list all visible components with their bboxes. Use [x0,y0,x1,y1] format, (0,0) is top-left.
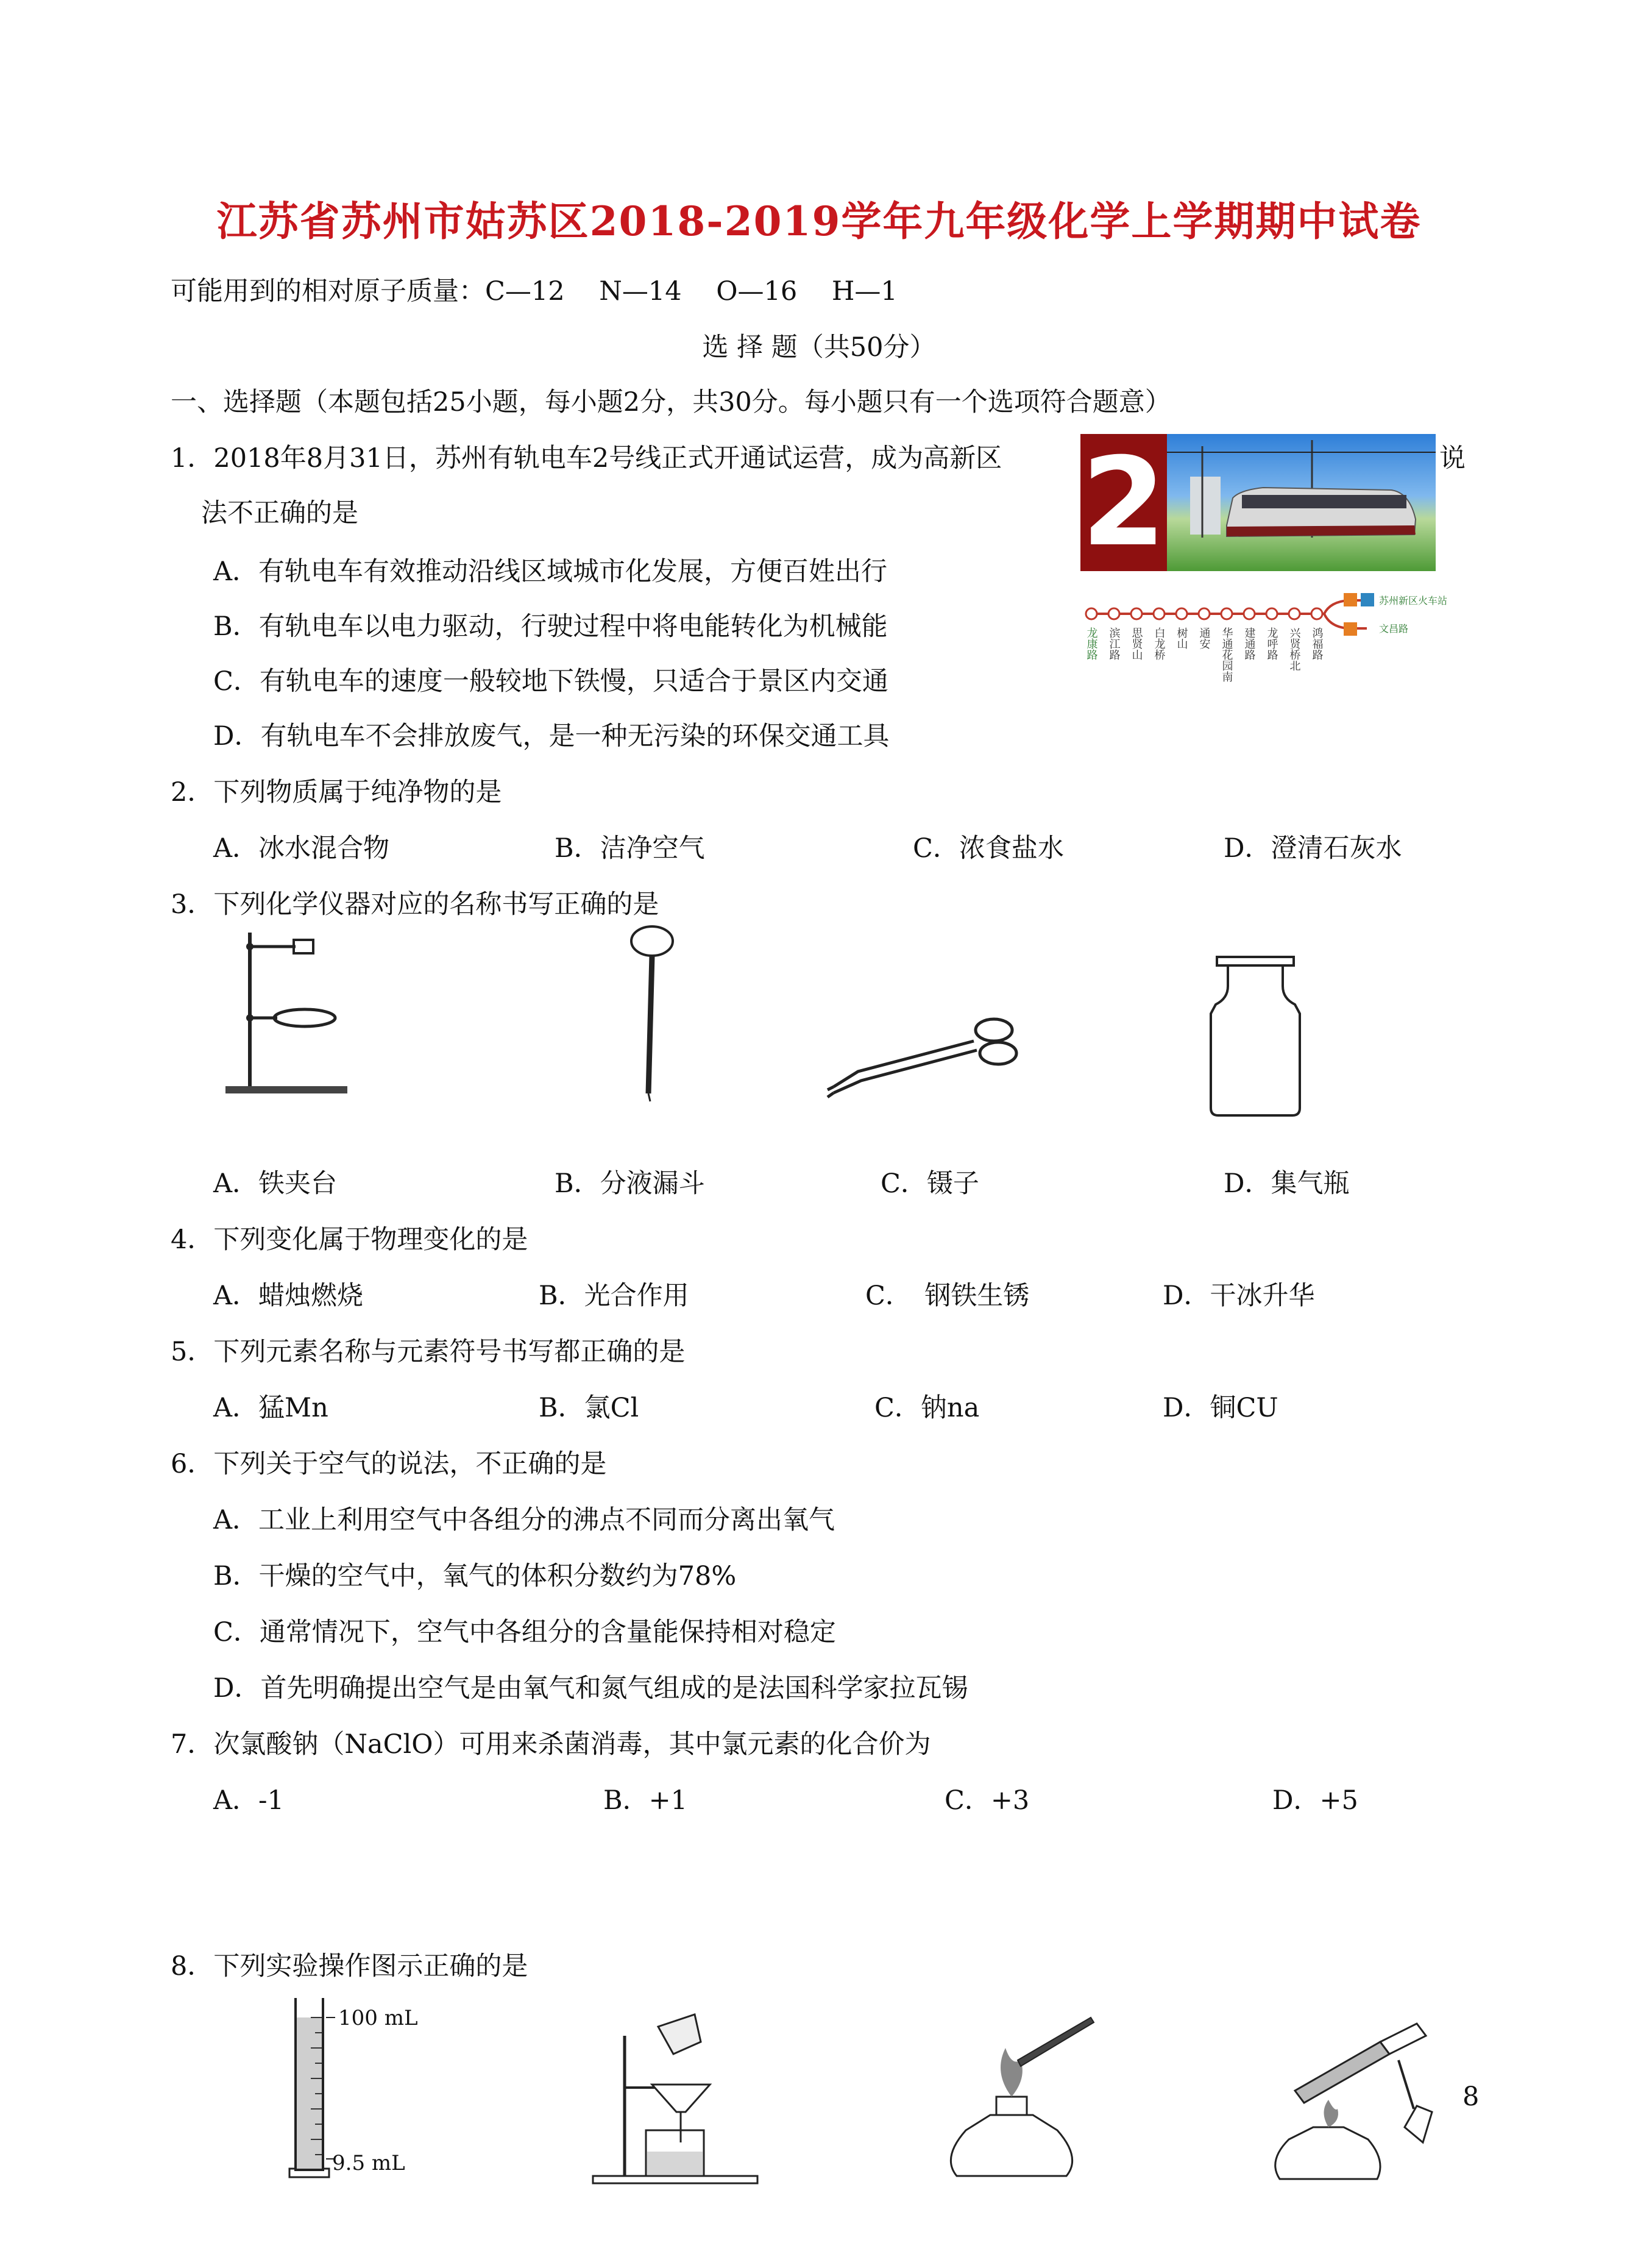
tram-route-map [1080,571,1477,687]
q3-option-b: B．分液漏斗 [555,1168,705,1199]
q3-option-c: C．镊子 [881,1168,979,1199]
q4-option-d: D．干冰升华 [1163,1281,1315,1311]
q5-option-b: B．氯Cl [539,1393,639,1423]
crucible-tongs-drawing [821,1004,1029,1102]
q7-stem: 7．次氯酸钠（NaClO）可用来杀菌消毒，其中氯元素的化合价为 [171,1729,931,1760]
section-header: 选 择 题（共50分） [702,332,936,363]
q5-option-a: A．猛Mn [213,1393,328,1423]
q1-stem-cont: 法不正确的是 [201,498,358,528]
heating-tube-drawing [1258,2005,1441,2188]
q6-option-d: D．首先明确提出空气是由氧气和氮气组成的是法国科学家拉瓦锡 [213,1673,968,1704]
q7-option-d: D．+5 [1272,1785,1358,1816]
q1-option-a: A．有轨电车有效推动沿线区域城市化发展，方便百姓出行 [213,556,888,587]
route-start: 龙康路 [1085,627,1098,660]
q2-option-c: C．浓食盐水 [913,833,1064,864]
route-station: 思贤山 [1130,627,1143,660]
q3-option-d: D．集气瓶 [1224,1168,1350,1199]
cylinder-bottom-label: 9.5 mL [332,2151,405,2175]
q1-stem: 1．2018年8月31日，苏州有轨电车2号线正式开通试运营，成为高新区 [171,443,1002,474]
atomic-masses: 可能用到的相对原子质量：C—12 N—14 O—16 H—1 [171,276,898,307]
q7-option-c: C．+3 [945,1785,1030,1816]
alcohol-lamp-drawing [938,2005,1103,2188]
q1-stem-end: 说 [1439,443,1466,474]
q5-option-d: D．铜CU [1163,1393,1278,1423]
q2-option-d: D．澄清石灰水 [1224,833,1402,864]
line-number-badge: 2 [1081,434,1166,571]
q6-option-c: C．通常情况下，空气中各组分的含量能保持相对稳定 [213,1617,836,1648]
q2-option-b: B．洁净空气 [555,833,705,864]
route-station: 建通路 [1243,627,1256,660]
q1-option-b: B．有轨电车以电力驱动，行驶过程中将电能转化为机械能 [213,611,888,642]
page-title: 江苏省苏州市姑苏区2018-2019学年九年级化学上学期期中试卷 [216,197,1422,245]
route-station: 通安 [1197,627,1211,649]
q6-stem: 6．下列关于空气的说法，不正确的是 [171,1449,607,1479]
q1-option-c: C．有轨电车的速度一般较地下铁慢，只适合于景区内交通 [213,666,888,697]
route-station: 鸿福路 [1310,627,1324,660]
gas-bottle-drawing [1204,956,1307,1120]
tram-photo [1080,434,1436,571]
route-station: 龙呼路 [1265,627,1278,660]
iron-stand-drawing [219,926,353,1097]
q7-option-a: A．-1 [213,1785,284,1816]
q4-stem: 4．下列变化属于物理变化的是 [171,1225,528,1255]
route-station: 滨江路 [1107,627,1121,660]
q3-option-a: A．铁夹台 [213,1168,338,1199]
q8-stem: 8．下列实验操作图示正确的是 [171,1951,528,1982]
route-terminus-1: 苏州新区火车站 [1379,595,1448,606]
q6-option-b: B．干燥的空气中，氧气的体积分数约为78% [213,1561,737,1591]
q2-option-a: A．冰水混合物 [213,833,390,864]
q4-option-a: A．蜡烛燃烧 [213,1281,364,1311]
q1-option-d: D．有轨电车不会排放废气，是一种无污染的环保交通工具 [213,721,890,752]
q5-option-c: C．钠na [874,1393,980,1423]
q5-stem: 5．下列元素名称与元素符号书写都正确的是 [171,1337,686,1367]
q6-option-a: A．工业上利用空气中各组分的沸点不同而分离出氧气 [213,1505,835,1535]
filtration-drawing [588,2011,765,2188]
route-terminus-2: 文昌路 [1379,623,1409,635]
cylinder-top-label: 100 mL [338,2006,418,2030]
q2-stem: 2．下列物质属于纯净物的是 [171,777,502,808]
q4-option-b: B．光合作用 [539,1281,689,1311]
route-station: 华通花园南 [1220,627,1233,682]
route-station: 白龙桥 [1152,627,1166,660]
route-station: 树山 [1175,627,1188,649]
page-number: 8 [1462,2081,1480,2112]
graduated-cylinder-drawing [277,1993,460,2188]
q4-option-c: C． 钢铁生锈 [865,1281,1030,1311]
q3-stem: 3．下列化学仪器对应的名称书写正确的是 [171,889,659,920]
route-station: 兴贤桥北 [1288,627,1301,671]
part-one-instructions: 一、选择题（本题包括25小题，每小题2分，共30分。每小题只有一个选项符合题意） [171,387,1171,418]
stirring-rod-drawing [617,922,690,1104]
q7-option-b: B．+1 [603,1785,687,1816]
